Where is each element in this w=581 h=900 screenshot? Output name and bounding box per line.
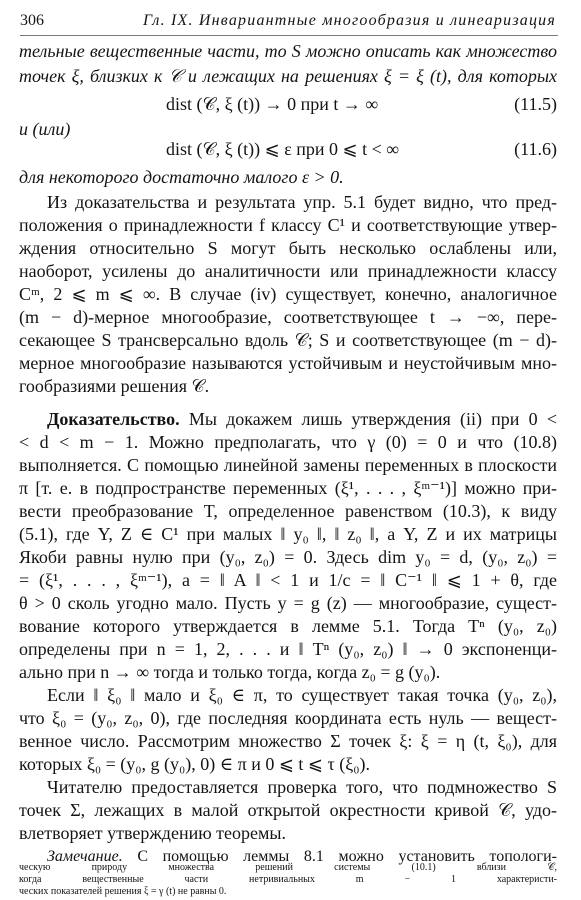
proof-text: Мы докажем лишь утверждения (ii) при 0 < (179, 409, 557, 429)
text-line: π [т. е. в подпространстве переменных (ξ¹, . . . , ξᵐ⁻¹)] можно при- (19, 478, 557, 498)
theorem-end-line: для некоторого достаточно малого ε > 0. (19, 167, 344, 187)
and-or-text: и (или) (19, 119, 71, 139)
text-line: ально при n → ∞ тогда и только тогда, когда z₀ = g (y₀). (19, 662, 441, 682)
text-line: секающее S трансверсально вдоль 𝒞; S и соответствующее (m − d)- (19, 330, 557, 350)
equation-number: (11.6) (514, 139, 557, 159)
text-line: Читателю предоставляется проверка того, что подмножество S (47, 777, 557, 797)
text-line: венное число. Рассмотрим множество Σ точек ξ: ξ = η (t, ξ₀), для (19, 731, 557, 751)
text-line: гообразиями решения 𝒞. (19, 376, 210, 396)
equation-11-6: dist (𝒞, ξ (t)) ⩽ ε при 0 ⩽ t < ∞ (166, 139, 400, 159)
text-line: когда вещественные части нетривиальных m − 1 характеристи- (19, 874, 557, 885)
text-line: вование которого утверждается в лемме 5.1. Тогда Tⁿ (y₀, z₀) (19, 616, 557, 636)
theorem-continuation-line: точек ξ, близких к 𝒞 и лежащих на решениях ξ = ξ (t), для которых (19, 66, 557, 86)
text-line: выполняется. С помощью линейной замены переменных в плоскости (19, 455, 557, 475)
text-line: = (ξ¹, . . . , ξᵐ⁻¹), a = ‖ A ‖ < 1 и 1/c = ‖ C⁻¹ ‖ ⩽ 1 + θ, где (19, 570, 557, 590)
text-line: определены при n = 1, 2, . . . и ‖ Tⁿ (y₀, z₀) ‖ → 0 экспоненци- (19, 639, 557, 659)
text-line: Из доказательства и результата упр. 5.1 будет видно, что пред- (47, 192, 557, 212)
text-line: наоборот, усилены до аналитичности или принадлежности классу (19, 261, 557, 281)
running-title: Гл. IX. Инвариантные многообразия и линеаризация (142, 12, 556, 29)
text-line: ждения относительно S могут быть несколько ослаблены или, (19, 238, 557, 258)
equation-11-5: dist (𝒞, ξ (t)) → 0 при t → ∞ (166, 94, 379, 114)
text-line: точек Σ, лежащих в малой открытой окрестности кривой 𝒞, удо- (19, 800, 557, 820)
text-line: θ > 0 сколь угодно мало. Пусть y = g (z) — многообразие, сущест- (19, 593, 557, 613)
text-line: ческую природу множества решений системы (10.1) вблизи 𝒞, (19, 862, 557, 873)
text-line: влетворяет утверждению теоремы. (19, 823, 286, 843)
remark-text: С помощью леммы 8.1 можно установить топологи- (122, 848, 557, 865)
proof-first-line (47, 408, 557, 430)
text-line: < d < m − 1. Можно предполагать, что γ (0) = 0 и что (10.8) (19, 432, 557, 452)
text-line: (m − d)-мерное многообразие, соответствующее t → −∞, пере- (19, 307, 557, 327)
equation-number: (11.5) (514, 94, 557, 114)
running-header (20, 9, 558, 36)
text-line: Cᵐ, 2 ⩽ m ⩽ ∞. В случае (iv) существует, конечно, аналогичное (19, 284, 557, 304)
text-line: вести преобразование T, определенное равенством (10.3), к виду (19, 501, 557, 521)
text-line: которых ξ₀ = (y₀, g (y₀), 0) ∈ π и 0 ⩽ t ⩽ τ (ξ₀). (19, 754, 371, 774)
page-number: 306 (20, 12, 44, 29)
proof-heading: Доказательство. (47, 409, 180, 429)
text-line: что ξ₀ = (y₀, z₀, 0), где последняя координата есть нуль — вещест- (19, 708, 557, 728)
theorem-continuation-line: тельные вещественные части, то S можно описать как множество (19, 41, 557, 61)
text-line: Если ‖ ξ₀ ‖ мало и ξ₀ ∈ π, то существует такая точка (y₀, z₀), (47, 685, 557, 705)
text-line: Якоби равны нулю при (y₀, z₀) = 0. Здесь dim y₀ = d, (y₀, z₀) = (19, 547, 557, 567)
remark-heading: Замечание. (47, 848, 123, 865)
text-line: мерное многообразие называются устойчивым и неустойчивым мно- (19, 353, 557, 373)
text-line: положения о принадлежности f классу C¹ и соответствующие утвер- (19, 215, 557, 235)
text-line: ческих показателей решения ξ = γ (t) не равны 0. (19, 886, 227, 897)
text-line: (5.1), где Y, Z ∈ C¹ при малых ‖ y₀ ‖, ‖ z₀ ‖, а Y, Z и их матрицы (19, 524, 557, 544)
